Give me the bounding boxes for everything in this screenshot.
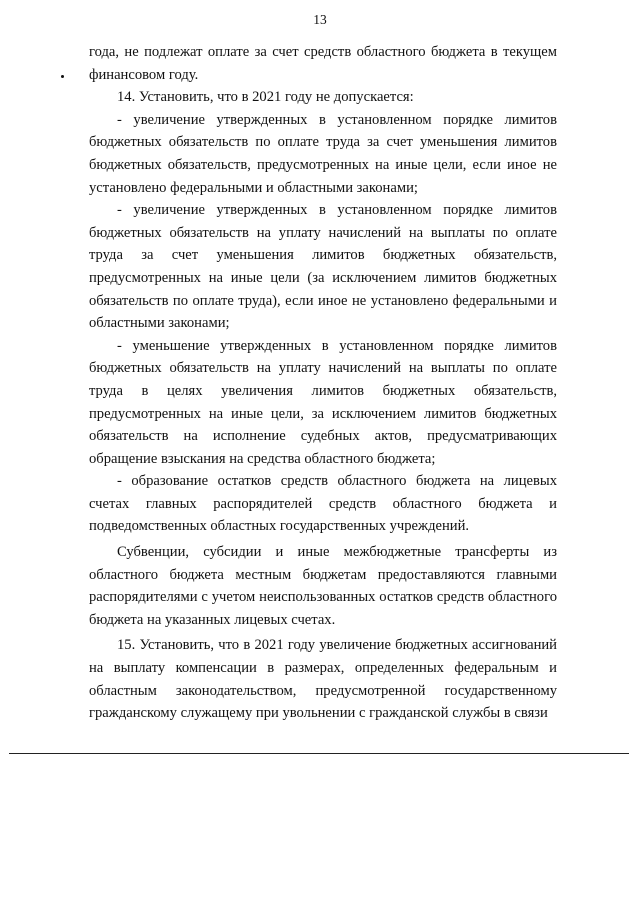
- paragraph-item-14-bullet-4: - образование остатков средств областного бюджета на лицевых счетах главных распорядителей средств областного бюджета и подведомственных областных государственных учреждений.: [89, 473, 557, 535]
- paragraph-item-14-bullet-3: - уменьшение утвержденных в установленном порядке лимитов бюджетных обязательств на уплату начислений на выплаты по оплате труда в целях увеличения лимитов бюджетных обязательств, предусмотренных на иные цели, за исключением лимитов бюджетных обязательств на исполнение судебных актов, предусматривающих обращение взыскания на средства областного бюджета;: [89, 337, 557, 467]
- paragraph-subventions: Субвенции, субсидии и иные межбюджетные трансферты из областного бюджета местным бюджетам предоставляются главными распорядителями с учетом неиспользованных остатков средств областного бюджета на указанных лицевых счетах.: [89, 544, 557, 628]
- page-bottom-rule: [9, 753, 629, 754]
- paragraph-item-15: 15. Установить, что в 2021 году увеличение бюджетных ассигнований на выплату компенсации в размерах, определенных федеральным и областным законодательством, предусмотренной государственному гражданскому служащему при увольнении с гражданской службы в связи: [89, 637, 557, 722]
- paragraph-item-14-bullet-1: - увеличение утвержденных в установленном порядке лимитов бюджетных обязательств по оплате труда за счет уменьшения лимитов бюджетных обязательств, предусмотренных на иные цели, если иное не установлено федеральными и областными законами;: [89, 111, 557, 196]
- paragraph-continuation: года, не подлежат оплате за счет средств областного бюджета в текущем финансовом году.: [89, 44, 557, 83]
- document-body: [89, 41, 557, 725]
- scan-artifact-dot: [61, 75, 64, 78]
- page-number: 13: [313, 12, 327, 27]
- paragraph-item-14-intro: 14. Установить, что в 2021 году не допускается:: [117, 89, 414, 106]
- paragraph-item-14-bullet-2: - увеличение утвержденных в установленном порядке лимитов бюджетных обязательств на уплату начислений на выплаты по оплате труда за счет уменьшения лимитов бюджетных обязательств, предусмотренных на иные цели (за исключением лимитов бюджетных обязательств по оплате труда), если иное не установлено федеральными и областными законами;: [89, 202, 557, 332]
